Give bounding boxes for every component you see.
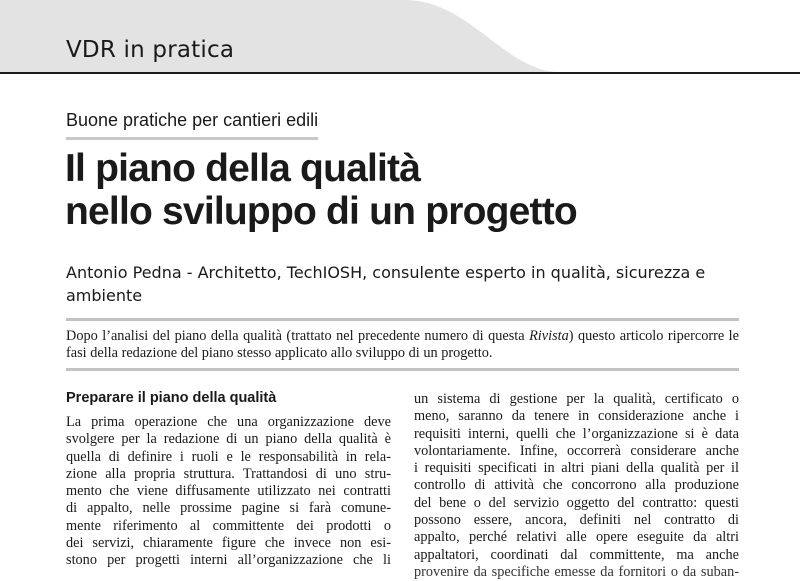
body-line: volontariamente. Infine, occorrerà considerare anche (414, 442, 739, 459)
abstract-box (66, 318, 739, 371)
article-abstract (66, 328, 739, 362)
body-line: svolgere per la redazione di un piano della qualità è (66, 431, 391, 448)
article-title (65, 147, 577, 233)
body-line: di appalto, nelle prossime pagine si farà comune- (66, 500, 391, 517)
section-title: VDR in pratica (66, 37, 235, 63)
body-line: requisiti interni, quelli che l’organizzazione si è data (414, 425, 739, 442)
header-rule (0, 72, 800, 74)
body-line: stono per progetti interni all’organizzazione che li (66, 552, 391, 569)
abstract-text-start: Dopo l’analisi del piano della qualità (trattato nel precedente numero di questa (66, 328, 530, 344)
body-line: La prima operazione che una organizzazione deve (66, 414, 391, 430)
body-line: possono essere, ancora, definiti nel contratto di (414, 512, 739, 529)
body-line: appaltatori, coordinati dal committente, ma anche (414, 546, 739, 563)
body-line: provenire da specifiche emesse da fornitori o da suban- (414, 563, 739, 580)
body-line: del bene o del servizio oggetto del contratto: questi (414, 494, 739, 511)
body-line: dei servizi, chiaramente figure che invece non esi- (66, 535, 391, 552)
article-author: Antonio Pedna - Architetto, TechIOSH, consulente esperto in qualità, sicurezza e ambiente (66, 263, 706, 305)
article-title-line-1: Il piano della qualità (65, 147, 421, 190)
body-line: zione alla propria struttura. Trattandosi di uno stru- (66, 465, 391, 482)
body-column-left (66, 390, 391, 570)
body-line: mento che viene diffusamente utilizzato nei contratti (66, 483, 391, 500)
section-subheading: Preparare il piano della qualità (66, 390, 277, 406)
body-column-right (414, 391, 739, 581)
body-line: controllo di attività che concorrono alla produzione (414, 477, 739, 494)
body-line: meno, saranno da tenere in considerazione anche i (414, 408, 739, 425)
body-line: i requisiti specificati in altri piani della qualità per il (414, 460, 739, 477)
abstract-italic-rivista: Rivista (529, 328, 569, 344)
body-line: un sistema di gestione per la qualità, certificato o (414, 391, 739, 407)
body-line: appalto, perché relativi alle opere eseguite da altri (414, 529, 739, 546)
article-title-line-2: nello sviluppo di un progetto (65, 190, 577, 233)
article-kicker: Buone pratiche per cantieri edili (66, 110, 318, 140)
body-line: mente riferimento al committente dei prodotti o (66, 517, 391, 534)
body-line: quella di definire i ruoli e le responsabilità in rela- (66, 448, 391, 465)
left-column-text (66, 414, 391, 570)
abstract-text-end: ) questo articolo ripercorre le fasi della redazione del piano stesso applicato allo sviluppo di un progetto. (66, 328, 739, 361)
